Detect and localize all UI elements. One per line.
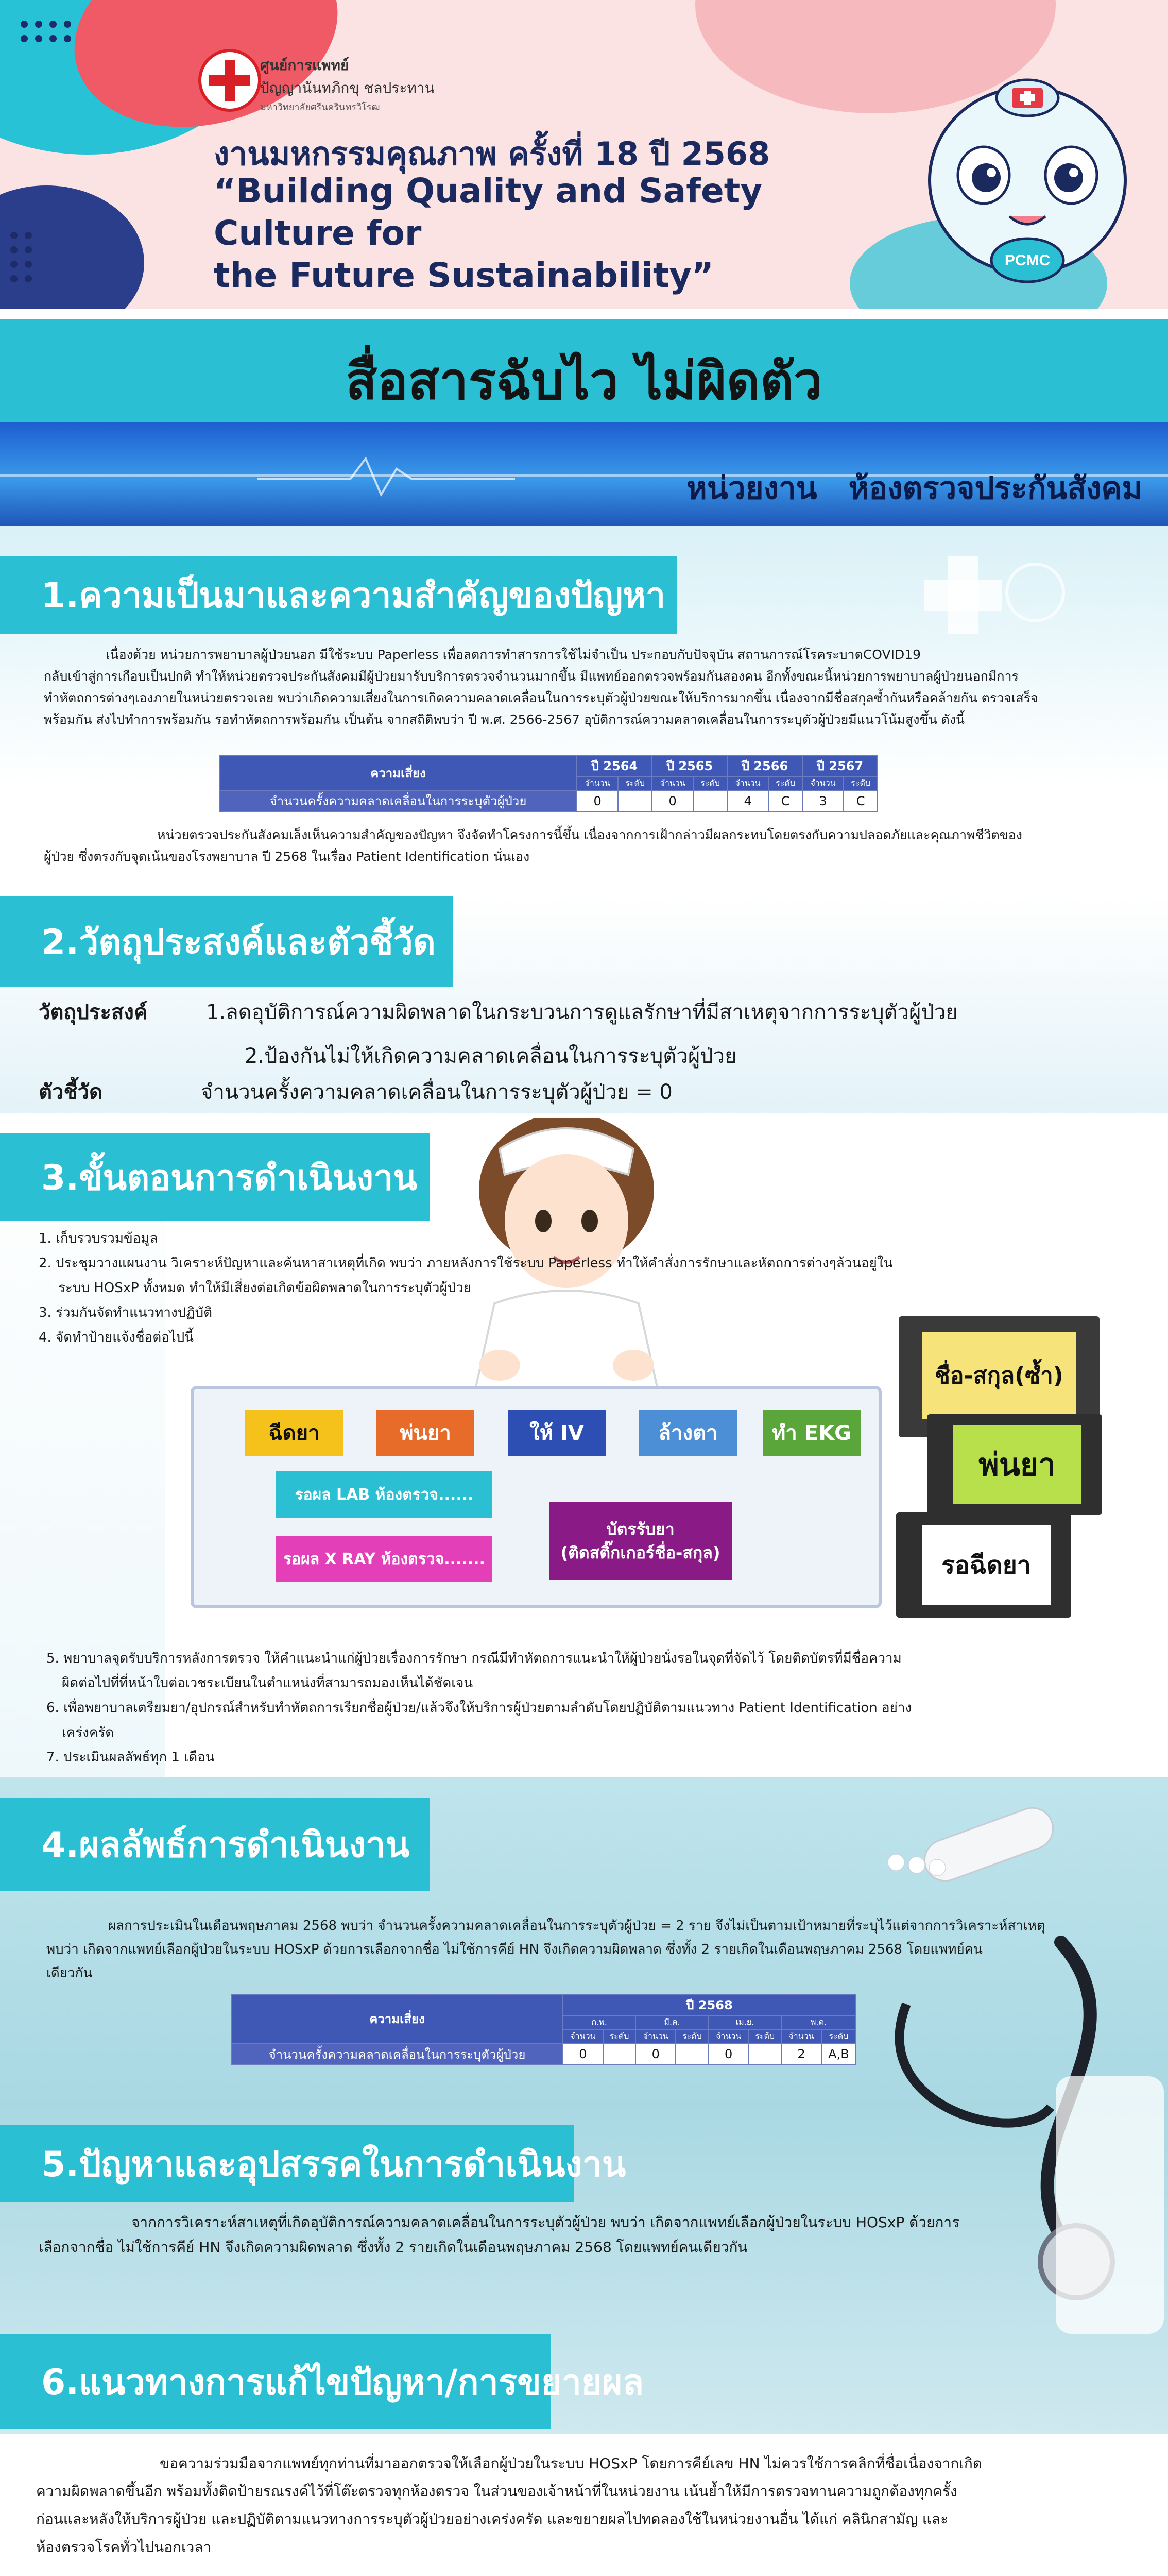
unit-label-key: หน่วยงาน — [686, 470, 817, 506]
results-table — [231, 1994, 856, 2065]
section5-heading — [0, 2125, 626, 2202]
table-cell: 0 — [709, 2043, 749, 2065]
unit-label — [666, 464, 1142, 513]
section1-line: กลับเข้าสู่การเกือบเป็นปกติ ทำให้หน่วยตรวจประกันสังคมมีผู้ป่วยมารับบริการตรวจจำนวนมากขึ้น มีแพทย์ออกตรวจพร้อมกันสองคน อีกทั้งขณะนี้หน่วยการพยาบาลผู้ป่วยนอกมีการ — [44, 669, 1019, 684]
tag-wait-injection: รอฉีดยา — [922, 1525, 1051, 1605]
hospital-name-line3: มหาวิทยาลัยศรีนครินทรวิโรฒ — [260, 102, 380, 113]
table-row-label: จำนวนครั้งความคลาดเคลื่อนในการระบุตัวผู้ป่วย — [231, 2043, 563, 2065]
table-subheader: จำนวน — [727, 776, 768, 790]
table-subheader: ระดับ — [749, 2029, 782, 2043]
step-item: ผิดต่อไปที่ที่หน้าใบต่อเวชระเบียนในตำแหน่งที่สามารถมองเห็นได้ชัดเจน — [62, 1675, 473, 1691]
step-item: 4. จัดทำป้ายแจ้งชื่อต่อไปนี้ — [39, 1330, 194, 1345]
objective-2: 2.ป้องกันไม่ให้เกิดความคลาดเคลื่อนในการระบุตัวผู้ป่วย — [245, 1044, 737, 1068]
table-subheader: จำนวน — [781, 2029, 821, 2043]
table-cell — [676, 2043, 709, 2065]
tooth-mascot-icon — [906, 52, 1148, 299]
tag-spray: พ่นยา — [953, 1425, 1081, 1504]
table-row-label: จำนวนครั้งความคลาดเคลื่อนในการระบุตัวผู้ป่วย — [219, 790, 577, 811]
section5-line: จากการวิเคราะห์สาเหตุที่เกิดอุบัติการณ์ความคลาดเคลื่อนในการระบุตัวผู้ป่วย พบว่า เกิดจากแพทย์เลือกผู้ป่วยในระบบ HOSxP ด้วยการ — [131, 2214, 960, 2231]
table-header: ความเสี่ยง — [219, 755, 577, 790]
sign-spray: พ่นยา — [376, 1410, 474, 1456]
section6-line: ห้องตรวจโรคทั่วไปนอกเวลา — [36, 2538, 212, 2555]
table-header: ปี 2568 — [563, 1994, 856, 2015]
table-subheader: เม.ย. — [709, 2015, 781, 2029]
section6-line: ความผิดพลาดขึ้นอีก พร้อมทั้งติดป้ายรณรงค์ไว้ที่โต๊ะตรวจทุกห้องตรวจ ในส่วนของเจ้าหน้าที่ในหน่วยงาน เน้นย้ำให้มีการตรวจทานความถูกต้องทุกครั้ง — [36, 2483, 957, 2500]
table-subheader: จำนวน — [635, 2029, 676, 2043]
section4-line: พบว่า เกิดจากแพทย์เลือกผู้ป่วยในระบบ HOSxP ด้วยการเลือกจากชื่อ ไม่ใช้การคีย์ HN จึงเกิดความผิดพลาด ซึ่งทั้ง 2 รายเกิดในเดือนพฤษภาคม 2568 โดยแพทย์คน — [46, 1942, 983, 1957]
step-item: 3. ร่วมกันจัดทำแนวทางปฏิบัติ — [39, 1305, 213, 1320]
table-subheader: ระดับ — [603, 2029, 636, 2043]
table-row — [231, 2043, 856, 2065]
section3-heading — [0, 1133, 430, 1221]
table-cell — [693, 790, 727, 811]
section4-heading — [0, 1798, 430, 1891]
table-cell — [603, 2043, 636, 2065]
table-cell: C — [768, 790, 802, 811]
table-cell: C — [844, 790, 878, 811]
objective-1: 1.ลดอุบัติการณ์ความผิดพลาดในกระบวนการดูแลรักษาที่มีสาเหตุจากการระบุตัวผู้ป่วย — [206, 1001, 958, 1024]
section2-heading-text: 2.วัตถุประสงค์และตัวชี้วัด — [41, 922, 436, 963]
table-subheader: ก.พ. — [563, 2015, 635, 2029]
section4-heading-text: 4.ผลลัพธ์การดำเนินงาน — [41, 1825, 409, 1866]
tag-name-duplicate: ชื่อ-สกุล(ซ้ำ) — [922, 1332, 1076, 1419]
table-subheader: จำนวน — [652, 776, 693, 790]
medicine-card-line2: (ติดสติ๊กเกอร์ชื่อ-สกุล) — [560, 1543, 720, 1563]
stethoscope-pills-icon — [834, 1788, 1164, 2421]
table-subheader: จำนวน — [577, 776, 618, 790]
sign-wait-lab: รอผล LAB ห้องตรวจ...... — [276, 1471, 492, 1518]
table-cell: A,B — [821, 2043, 856, 2065]
section1-line: พร้อมกัน ส่งไปทำการพร้อมกัน รอทำหัตถการพร้อมกัน เป็นต้น จากสถิติพบว่า ปี พ.ศ. 2566-2567 อุบัติการณ์ความคลาดเคลื่อนในการระบุตัวผู้ป่วยมีแนวโน้มสูงขึ้น ดังนี้ — [44, 712, 965, 727]
table-header: ความเสี่ยง — [231, 1994, 563, 2043]
table-subheader: พ.ค. — [781, 2015, 856, 2029]
sign-eyewash: ล้างตา — [639, 1410, 737, 1456]
indicator-row — [39, 1077, 102, 1108]
step-item: 5. พยาบาลจุดรับบริการหลังการตรวจ ให้คำแนะนำแก่ผู้ป่วยเรื่องการรักษา กรณีมีทำหัตถการแนะนำให้ผู้ป่วยนั่งรอในจุดที่จัดไว้ โดยติดบัตรที่มีชื่อความ — [46, 1651, 902, 1666]
section6-line: ขอความร่วมมือจากแพทย์ทุกท่านที่มาออกตรวจให้เลือกผู้ป่วยในระบบ HOSxP โดยการคีย์เลข HN ไม่ควรใช้การคลิกที่ชื่อเนื่องจากเกิด — [160, 2455, 983, 2472]
table-cell — [749, 2043, 782, 2065]
section1-line: หน่วยตรวจประกันสังคมเล็งเห็นความสำคัญของปัญหา จึงจัดทำโครงการนี้ขึ้น เนื่องจากการเฝ้ากล่าวมีผลกระทบโดยตรงกับความปลอดภัยและคุณภาพชีวิตของ — [157, 827, 1023, 842]
event-theme-line2: the Future Sustainability” — [214, 256, 714, 295]
step-item: 6. เพื่อพยาบาลเตรียมยา/อุปกรณ์สำหรับทำหัตถการเรียกชื่อผู้ป่วย/แล้วจึงให้บริการผู้ป่วยตามลำดับโดยปฏิบัติตามแนวทาง Patient Identification อย่าง — [46, 1700, 912, 1716]
table-subheader: มี.ค. — [635, 2015, 708, 2029]
table-cell: 0 — [635, 2043, 676, 2065]
table-subheader: ระดับ — [821, 2029, 856, 2043]
sign-inject: ฉีดยา — [245, 1410, 343, 1456]
section6-heading-text: 6.แนวทางการแก้ไขปัญหา/การขยายผล — [41, 2362, 644, 2403]
table-subheader: จำนวน — [563, 2029, 603, 2043]
table-cell: 0 — [577, 790, 618, 811]
table-header: ปี 2565 — [652, 755, 727, 776]
table-subheader: จำนวน — [802, 776, 844, 790]
section4-paragraph — [46, 1914, 1128, 1985]
event-theme — [214, 170, 883, 297]
table-cell: 0 — [563, 2043, 603, 2065]
table-cell — [618, 790, 652, 811]
section1-heading-text: 1.ความเป็นมาและความสำคัญของปัญหา — [41, 575, 666, 616]
step-item: 2. ประชุมวางแผนงาน วิเคราะห์ปัญหาและค้นหาสาเหตุที่เกิด พบว่า ภายหลังการใช้ระบบ Paperless ทำให้คำสั่งการรักษาและหัตถการต่างๆล้วนอยู่ใน — [39, 1256, 893, 1271]
indicator-value: จำนวนครั้งความคลาดเคลื่อนในการระบุตัวผู้ป่วย = 0 — [201, 1080, 673, 1104]
sign-ekg: ทำ EKG — [763, 1410, 861, 1456]
table-cell: 3 — [802, 790, 844, 811]
unit-name: ห้องตรวจประกันสังคม — [848, 470, 1142, 506]
step-item: 1. เก็บรวบรวมข้อมูล — [39, 1231, 158, 1246]
table-header: ปี 2564 — [577, 755, 652, 776]
section6-heading — [0, 2334, 644, 2429]
table-subheader: ระดับ — [618, 776, 652, 790]
section5-heading-text: 5.ปัญหาและอุปสรรคในการดำเนินงาน — [41, 2144, 626, 2185]
section2-heading — [0, 896, 453, 987]
sign-medicine-card — [549, 1502, 732, 1580]
incident-history-table — [219, 755, 878, 812]
table-cell: 0 — [652, 790, 693, 811]
medical-cross-icon — [886, 546, 1071, 639]
section1-line: ผู้ป่วย ซึ่งตรงกับจุดเน้นของโรงพยาบาล ปี 2568 ในเรื่อง Patient Identification นั่นเอง — [44, 849, 530, 864]
section1-heading — [0, 556, 677, 634]
section1-line: เนื่องด้วย หน่วยการพยาบาลผู้ป่วยนอก มีใช้ระบบ Paperless เพื่อลดการทำสารการใช้ไม่จำเป็น ประกอบกับปัจจุบัน สถานการณ์โรคระบาดCOVID19 — [106, 647, 921, 662]
sign-wait-xray: รอผล X RAY ห้องตรวจ....... — [276, 1536, 492, 1582]
steps-list-continued — [46, 1646, 1025, 1770]
section1-line: ทำหัตถการต่างๆเองภายในหน่วยตรวจเลย พบว่าเกิดความเสี่ยงในการเกิดความคลาดเคลื่อนในการระบุตัวผู้ป่วยขณะให้บริการมากขึ้น เนื่องจากมีชื่อสกุลซ้ำกันหรือคล้ายกัน ตรวจเสร็จ — [44, 690, 1038, 705]
step-item: 7. ประเมินผลลัพธ์ทุก 1 เดือน — [46, 1750, 215, 1765]
objective-row — [39, 997, 148, 1028]
section1-paragraph — [44, 644, 1125, 731]
table-header: ปี 2567 — [802, 755, 878, 776]
table-cell: 4 — [727, 790, 768, 811]
section4-line: เดียวกัน — [46, 1965, 93, 1981]
section6-paragraph — [36, 2450, 1133, 2561]
table-cell: 2 — [781, 2043, 821, 2065]
sign-iv: ให้ IV — [508, 1410, 606, 1456]
hospital-name-line1: ศูนย์การแพทย์ — [260, 57, 349, 74]
table-subheader: ระดับ — [844, 776, 878, 790]
objective-key: วัตถุประสงค์ — [39, 1001, 148, 1024]
medicine-card-line1: บัตรรับยา — [606, 1519, 675, 1539]
section5-line: เลือกจากชื่อ ไม่ใช้การคีย์ HN จึงเกิดความผิดพลาด ซึ่งทั้ง 2 รายเกิดในเดือนพฤษภาคม 2568 โดยแพทย์คนเดียวกัน — [39, 2239, 748, 2256]
table-subheader: ระดับ — [693, 776, 727, 790]
table-subheader: จำนวน — [709, 2029, 749, 2043]
dot-pattern — [10, 232, 32, 282]
section5-paragraph — [39, 2210, 1120, 2260]
hospital-name-line2: ปัญญานันทภิกขุ ชลประทาน — [260, 79, 435, 96]
heartbeat-icon — [257, 448, 515, 500]
hospital-name — [260, 54, 476, 114]
process-signboard — [191, 1386, 882, 1608]
event-theme-line1: “Building Quality and Safety Culture for — [214, 171, 763, 253]
mascot-badge-text: PCMC — [1004, 252, 1051, 269]
step-item: ระบบ HOSxP ทั้งหมด ทำให้มีเสี่ยงต่อเกิดข้อผิดพลาดในการระบุตัวผู้ป่วย — [58, 1280, 472, 1296]
table-subheader: ระดับ — [768, 776, 802, 790]
poster-title: สื่อสารฉับไว ไม่ผิดตัว — [346, 351, 822, 411]
step-item: เคร่งครัด — [62, 1725, 114, 1740]
dot-pattern — [21, 21, 71, 42]
poster-header — [0, 0, 1168, 309]
section3-heading-text: 3.ขั้นตอนการดำเนินงาน — [41, 1158, 417, 1198]
table-header: ปี 2566 — [727, 755, 802, 776]
event-title: งานมหกรรมคุณภาพ ครั้งที่ 18 ปี 2568 — [214, 135, 770, 173]
indicator-key: ตัวชี้วัด — [39, 1080, 103, 1104]
section4-line: ผลการประเมินในเดือนพฤษภาคม 2568 พบว่า จำนวนครั้งความคลาดเคลื่อนในการระบุตัวผู้ป่วย = 2 ราย จึงไม่เป็นตามเป้าหมายที่ระบุไว้แต่จากการวิเคราะห์สาเหตุ — [108, 1918, 1045, 1934]
hospital-logo-icon — [198, 49, 261, 112]
section6-line: ก่อนและหลังให้บริการผู้ป่วย และปฏิบัติตามแนวทางการระบุตัวผู้ป่วยอย่างเคร่งครัด และขยายผลไปทดลองใช้ในหน่วยงานอื่น ได้แก่ คลินิกสามัญ และ — [36, 2511, 949, 2528]
section1-paragraph2 — [44, 824, 1125, 868]
steps-list — [39, 1226, 966, 1350]
table-row — [219, 790, 878, 811]
table-subheader: ระดับ — [676, 2029, 709, 2043]
